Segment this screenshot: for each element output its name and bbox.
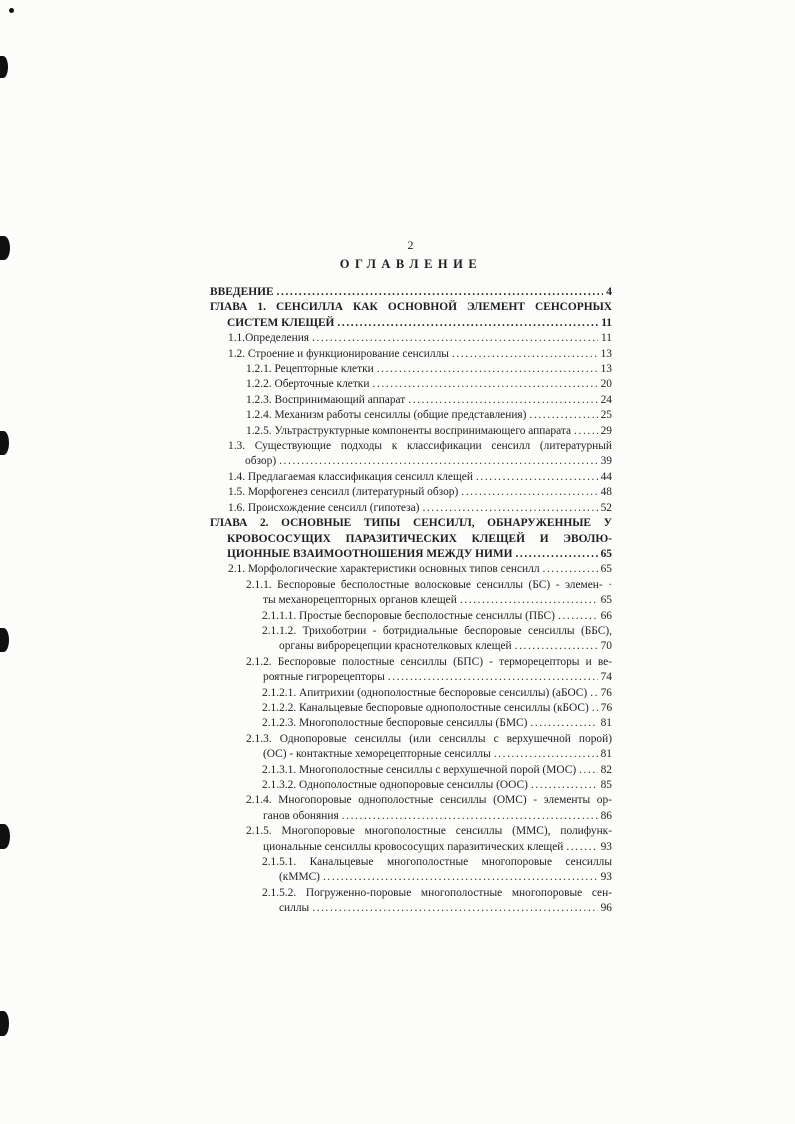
- scan-speck-icon: [9, 8, 14, 13]
- toc-entry-text: ЦИОННЫЕ ВЗАИМООТНОШЕНИЯ МЕЖДУ НИМИ: [227, 547, 513, 560]
- toc-entry-text: 1.2.4. Механизм работы сенсиллы (общие представления): [246, 409, 527, 422]
- toc-line: 2.1.1. Беспоровые бесполостные волосковые сенсиллы (БС) - элемен- ·: [246, 578, 612, 591]
- dot-leader: [531, 778, 598, 793]
- dot-leader: [579, 763, 598, 778]
- toc-page-number: 66: [600, 609, 612, 622]
- toc-line: КРОВОСОСУЩИХ ПАРАЗИТИЧЕСКИХ КЛЕЩЕЙ И ЭВОЛЮ-: [227, 532, 612, 545]
- dot-leader: [494, 747, 598, 762]
- toc-page-number: 76: [600, 686, 612, 699]
- toc-line: [246, 408, 612, 423]
- toc-entry: [210, 439, 612, 470]
- dot-leader: [566, 840, 597, 855]
- toc-entry-text: 1.5. Морфогенез сенсилл (литературный обзор): [228, 486, 459, 499]
- dot-leader: [452, 347, 598, 362]
- toc-entry: [210, 485, 612, 500]
- toc-entry-text: 1.2. Строение и функционирование сенсиллы: [228, 347, 449, 360]
- toc-line: [262, 639, 612, 654]
- dot-leader: [422, 501, 597, 516]
- toc-entry: [210, 624, 612, 655]
- toc-entry: [210, 609, 612, 624]
- toc-entry-text: органы виброрецепции краснотелковых клещей: [279, 640, 512, 653]
- toc-line: [228, 470, 612, 485]
- toc-entry: [210, 886, 612, 917]
- toc-entry: [210, 655, 612, 686]
- toc-entry: [210, 793, 612, 824]
- toc-entry: [210, 424, 612, 439]
- toc-entry: [210, 377, 612, 392]
- toc-line: [262, 686, 612, 701]
- toc-entry-text: 2.1. Морфологические характеристики основных типов сенсилл: [228, 563, 540, 576]
- toc-page-number: 81: [600, 717, 612, 730]
- toc-page-number: 13: [600, 347, 612, 360]
- dot-leader: [558, 609, 598, 624]
- toc-page-number: 44: [600, 470, 612, 483]
- dot-leader: [372, 377, 597, 392]
- toc-entry: [210, 855, 612, 886]
- scan-mark-icon: [0, 824, 10, 849]
- toc-entry: [210, 516, 612, 562]
- toc-entry-text: 2.1.3.1. Многополостные сенсиллы с верхушечной порой (МОС): [262, 763, 577, 776]
- toc-line: ГЛАВА 1. СЕНСИЛЛА КАК ОСНОВНОЙ ЭЛЕМЕНТ СЕНСОРНЫХ: [210, 301, 612, 314]
- toc-page-number: 70: [600, 640, 612, 653]
- toc-page-number: 93: [600, 871, 612, 884]
- dot-leader: [312, 901, 597, 916]
- dot-leader: [388, 670, 598, 685]
- toc-entry-text: 1.4. Предлагаемая классификация сенсилл клещей: [228, 470, 473, 483]
- toc-line: [262, 901, 612, 916]
- toc-line: [262, 870, 612, 885]
- toc-page-number: 96: [600, 902, 612, 915]
- toc-page-number: 48: [600, 486, 612, 499]
- toc-entry-text: 2.1.2.2. Канальцевые беспоровые однополостные сенсиллы (кБОС): [262, 701, 589, 714]
- toc-entry: [210, 716, 612, 731]
- toc-entry-text: 2.1.2.1. Апитрихии (однополостные беспоровые сенсиллы) (аБОС): [262, 686, 588, 699]
- toc-page-number: 25: [600, 409, 612, 422]
- toc-line: 2.1.5.2. Погруженно-поровые многополостные многопоровые сен-: [262, 886, 612, 899]
- dot-leader: [590, 686, 597, 701]
- toc-entry: [210, 824, 612, 855]
- toc-line: [246, 670, 612, 685]
- toc-page-number: 85: [600, 779, 612, 791]
- toc-line: [262, 701, 612, 716]
- toc-entry: [210, 393, 612, 408]
- toc-entry: [210, 408, 612, 423]
- toc-page-number: 11: [601, 332, 612, 345]
- toc-line: [228, 501, 612, 516]
- dot-leader: [460, 593, 598, 608]
- toc-page-number: 93: [600, 840, 612, 853]
- dot-leader: [515, 547, 597, 562]
- toc-entry-text: (ОС) - контактные хеморецепторные сенсиллы: [263, 748, 491, 761]
- toc-line: [210, 547, 612, 562]
- toc-line: [262, 609, 612, 624]
- toc-line: 1.3. Существующие подходы к классификации сенсилл (литературный: [228, 440, 612, 453]
- toc-line: [228, 331, 612, 346]
- dot-leader: [543, 562, 598, 577]
- toc-line: [246, 747, 612, 762]
- toc-page-number: 29: [600, 424, 612, 437]
- scan-mark-icon: [0, 1011, 9, 1036]
- toc-entry-text: 1.2.3. Воспринимающий аппарат: [246, 393, 406, 406]
- toc-line: [246, 362, 612, 377]
- toc-line: [246, 593, 612, 608]
- toc-entry: [210, 300, 612, 331]
- dot-leader: [312, 331, 598, 346]
- toc-page-number: 52: [600, 501, 612, 514]
- toc-entry-text: 1.2.2. Оберточные клетки: [246, 378, 370, 391]
- toc-page-number: 82: [600, 763, 612, 776]
- toc-page-number: 65: [600, 547, 612, 560]
- toc-entry-text: (кММС): [279, 871, 320, 884]
- toc-line: 2.1.3. Однопоровые сенсиллы (или сенсиллы с верхушечной порой): [246, 732, 612, 745]
- toc-entry-text: роятные гигрорецепторы: [263, 671, 385, 684]
- toc-entry: [210, 732, 612, 763]
- toc-line: [228, 347, 612, 362]
- dot-leader: [377, 362, 598, 377]
- toc-entry-text: 2.1.1.1. Простые беспоровые бесполостные сенсиллы (ПБС): [262, 609, 555, 622]
- toc-entry: [210, 578, 612, 609]
- toc-page-number: 11: [601, 316, 612, 329]
- dot-leader: [408, 393, 597, 408]
- toc-page-number: 24: [600, 393, 612, 406]
- dot-leader: [515, 639, 598, 654]
- toc-entry-text: 2.1.2.3. Многополостные беспоровые сенсиллы (БМС): [262, 717, 528, 730]
- toc-entry-text: 1.6. Происхождение сенсилл (гипотеза): [228, 501, 420, 514]
- toc-entry: [210, 362, 612, 377]
- dot-leader: [342, 809, 598, 824]
- dot-leader: [323, 870, 598, 885]
- toc-line: 2.1.5.1. Канальцевые многополостные многопоровые сенсиллы: [262, 856, 612, 869]
- toc-entry: [210, 701, 612, 716]
- toc-line: 2.1.1.2. Трихоботрии - ботридиальные беспоровые сенсиллы (ББС),: [262, 624, 612, 637]
- dot-leader: [337, 316, 598, 331]
- page-content: [210, 238, 612, 917]
- toc-entry-text: ганов обоняния: [263, 809, 339, 822]
- toc-line: [246, 393, 612, 408]
- toc-entry-text: 2.1.3.2. Однополостные однопоровые сенсиллы (ООС): [262, 779, 528, 791]
- scan-mark-icon: [0, 236, 10, 260]
- scan-mark-icon: [0, 431, 9, 455]
- toc-entry-text: СИСТЕМ КЛЕЩЕЙ: [227, 316, 335, 329]
- toc-line: [262, 778, 612, 793]
- toc-line: 2.1.5. Многопоровые многополостные сенсиллы (ММС), полифунк-: [246, 825, 612, 838]
- scan-mark-icon: [0, 628, 9, 652]
- toc-page-number: 39: [600, 455, 612, 468]
- toc-line: [210, 316, 612, 331]
- toc-page-number: 13: [600, 363, 612, 376]
- toc-line: 2.1.2. Беспоровые полостные сенсиллы (БПС) - терморецепторы и ве-: [246, 655, 612, 668]
- toc-line: [262, 716, 612, 731]
- page-number: 2: [407, 238, 415, 252]
- toc-page-number: 20: [600, 378, 612, 391]
- toc-entry-text: 1.2.1. Рецепторные клетки: [246, 363, 374, 376]
- scan-mark-icon: [0, 56, 8, 78]
- dot-leader: [574, 424, 598, 439]
- toc-page-number: 65: [600, 594, 612, 607]
- toc-line: [262, 763, 612, 778]
- toc-entry-text: ВВЕДЕНИЕ: [210, 286, 274, 298]
- toc-entry-text: силлы: [279, 902, 310, 915]
- toc-line: [228, 454, 612, 469]
- dot-leader: [476, 470, 598, 485]
- toc-entry: [210, 470, 612, 485]
- toc-entry-text: ты механорецепторных органов клещей: [263, 594, 457, 607]
- toc-entry: [210, 562, 612, 577]
- page-title: ОГЛАВЛЕНИЕ: [339, 257, 483, 271]
- toc-entry-text: 1.1.Определения: [228, 332, 310, 345]
- toc-page-number: 65: [600, 563, 612, 576]
- toc-entry: [210, 763, 612, 778]
- toc-line: [228, 485, 612, 500]
- toc-entry: [210, 331, 612, 346]
- toc-page-number: 81: [600, 748, 612, 761]
- toc-entry: [210, 347, 612, 362]
- toc-entry-text: циональные сенсиллы кровососущих паразитических клещей: [263, 840, 564, 853]
- toc-page-number: 74: [600, 671, 612, 684]
- toc-page-number: 86: [600, 809, 612, 822]
- dot-leader: [529, 408, 597, 423]
- toc-page-number: 4: [606, 286, 612, 298]
- toc-line: [228, 562, 612, 577]
- toc-line: [246, 840, 612, 855]
- dot-leader: [277, 285, 604, 300]
- dot-leader: [592, 701, 598, 716]
- dot-leader: [461, 485, 597, 500]
- toc-entry: [210, 686, 612, 701]
- toc-line: [210, 285, 612, 300]
- toc-entry: [210, 501, 612, 516]
- toc-entry: [210, 285, 612, 300]
- toc-list: [210, 285, 612, 917]
- toc-page-number: 76: [600, 701, 613, 714]
- toc-entry-text: обзор): [245, 455, 277, 468]
- dot-leader: [279, 454, 598, 469]
- toc-entry: [210, 778, 612, 793]
- toc-line: ГЛАВА 2. ОСНОВНЫЕ ТИПЫ СЕНСИЛЛ, ОБНАРУЖЕННЫЕ У: [210, 517, 612, 530]
- toc-entry-text: 1.2.5. Ультраструктурные компоненты воспринимающего аппарата: [246, 424, 572, 437]
- toc-line: [246, 377, 612, 392]
- toc-line: [246, 809, 612, 824]
- toc-line: [246, 424, 612, 439]
- dot-leader: [530, 716, 597, 731]
- toc-line: 2.1.4. Многопоровые однополостные сенсиллы (ОМС) - элементы ор-: [246, 794, 612, 807]
